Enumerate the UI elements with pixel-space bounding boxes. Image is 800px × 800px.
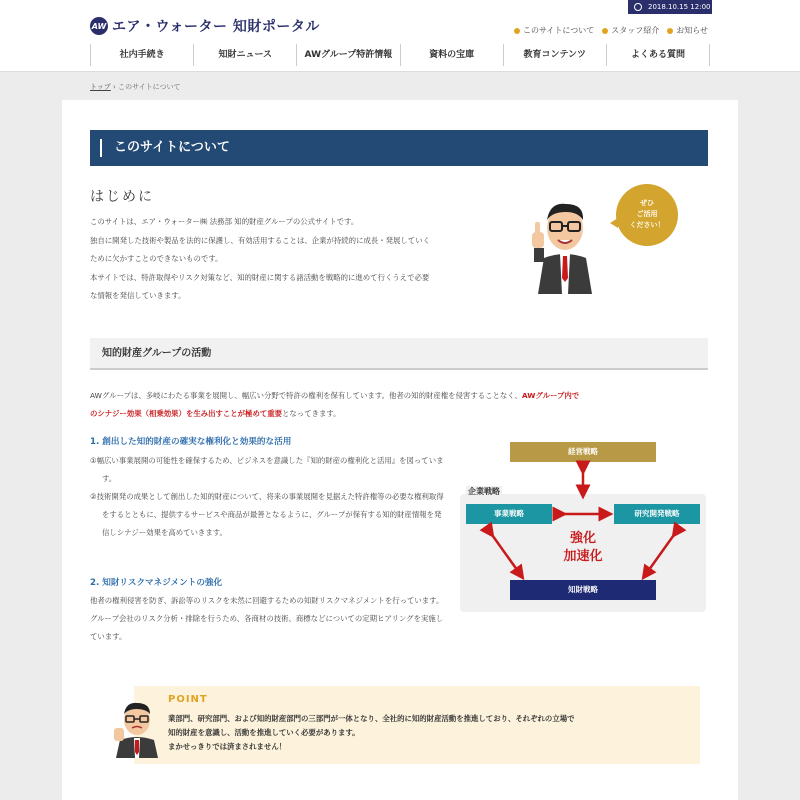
mascot-stop xyxy=(112,700,162,758)
datetime: 2018.10.15 12:00 xyxy=(648,3,711,11)
subsection-1-text: ①幅広い事業展開の可能性を確保するため、ビジネスを意識した『知的財産の権利化と活用』を図っています。 ②技術開発の成果として創出した知的財産について、将来の事業展開を見据えた特許権等の必要な権利取得をするとともに、提供するサービスや商品が最善となるように、グループが保有する知的財産情報を発信しシナジー効果を高めていきます。 xyxy=(90,456,444,537)
toplink-staff[interactable]: スタッフ紹介 xyxy=(602,25,659,36)
nav-resources[interactable]: 資料の宝庫 xyxy=(400,44,503,66)
section-heading: 知的財産グループの活動 xyxy=(90,338,708,370)
strategy-diagram xyxy=(460,440,706,612)
toplink-news[interactable]: お知らせ xyxy=(667,25,708,36)
site-header xyxy=(0,0,800,72)
breadcrumb-home[interactable]: トップ xyxy=(90,83,111,91)
breadcrumb-separator: › xyxy=(113,83,116,91)
main-nav xyxy=(90,44,710,66)
breadcrumb xyxy=(90,82,180,92)
nav-education[interactable]: 教育コンテンツ xyxy=(503,44,606,66)
nav-procedures[interactable]: 社内手続き xyxy=(90,44,193,66)
toplink-about[interactable]: このサイトについて xyxy=(514,25,594,36)
subheading-1: 1. 創出した知的財産の確実な権利化と効果的な活用 xyxy=(90,437,292,447)
top-links xyxy=(514,25,708,36)
subsection-2-text: 他者の権利侵害を防ぎ、訴訟等のリスクを未然に回避するための知財リスクマネジメントを行っています。 グループ会社のリスク分析・排除を行うため、各商材の技術、商標などについての定期ヒアリングを実施しています。 xyxy=(90,596,444,641)
diagram-ip-strategy: 知財戦略 xyxy=(510,580,656,600)
arrow-left-diagonal xyxy=(490,532,520,574)
bullet-icon xyxy=(514,28,520,34)
speech-bubble: ぜひ ご活用 ください！ xyxy=(616,184,678,246)
section-text: AWグループは、多岐にわたる事業を展開し、幅広い分野で特許の権利を保有しています。他者の知的財産権を侵害することなく、AWグループ内で のシナジー効果（相乗効果）を生み出すことが極めて重要となってきます。 xyxy=(90,391,580,418)
arrow-right-diagonal xyxy=(646,532,676,574)
datetime-bar xyxy=(628,0,712,14)
intro-heading: はじめに xyxy=(90,189,154,205)
site-logo[interactable] xyxy=(90,16,320,36)
bullet-icon xyxy=(602,28,608,34)
intro-text: このサイトは、エア・ウォーター㈱ 法務部 知的財産グループの公式サイトです。 独自に開発した技術や製品を法的に保護し、有効活用することは、企業が持続的に成長・発展していく ために欠かすことのできないものです。 本サイトでは、特許取得やリスク対策など、知的財産に関する諸活動を戦略的に進めて行くうえで必要 な情報を発信していきます。 xyxy=(90,217,430,300)
point-text: 業部門、研究部門、および知的財産部門の三部門が一体となり、全社的に知的財産活動を推進しており、それぞれの立場で 知的財産を意識し、活動を推進していく必要があります。 まかせっきりでは済まされません！ xyxy=(168,714,575,751)
page-title: このサイトについて xyxy=(90,130,708,166)
bullet-icon xyxy=(667,28,673,34)
diagram-corp-label: 企業戦略 xyxy=(468,487,500,496)
diagram-rnd-strategy: 研究開発戦略 xyxy=(614,504,700,524)
diagram-management-strategy: 経営戦略 xyxy=(510,442,656,462)
diagram-center-text: 強化 加速化 xyxy=(563,531,603,564)
clock-icon xyxy=(634,3,642,11)
breadcrumb-current: このサイトについて xyxy=(118,83,181,91)
diagram-business-strategy: 事業戦略 xyxy=(466,504,552,524)
mascot-thumbs-up xyxy=(530,198,600,294)
nav-faq[interactable]: よくある質問 xyxy=(606,44,710,66)
subheading-2: 2. 知財リスクマネジメントの強化 xyxy=(90,578,223,588)
nav-ip-news[interactable]: 知財ニュース xyxy=(193,44,296,66)
point-box xyxy=(134,686,700,764)
nav-patent-info[interactable]: AWグループ特許情報 xyxy=(296,44,399,66)
point-title: POINT xyxy=(168,694,208,705)
logo-mark: AW xyxy=(90,17,108,35)
diagram-arrows xyxy=(460,440,706,612)
logo-text: エア・ウォーター 知財ポータル xyxy=(112,19,320,35)
